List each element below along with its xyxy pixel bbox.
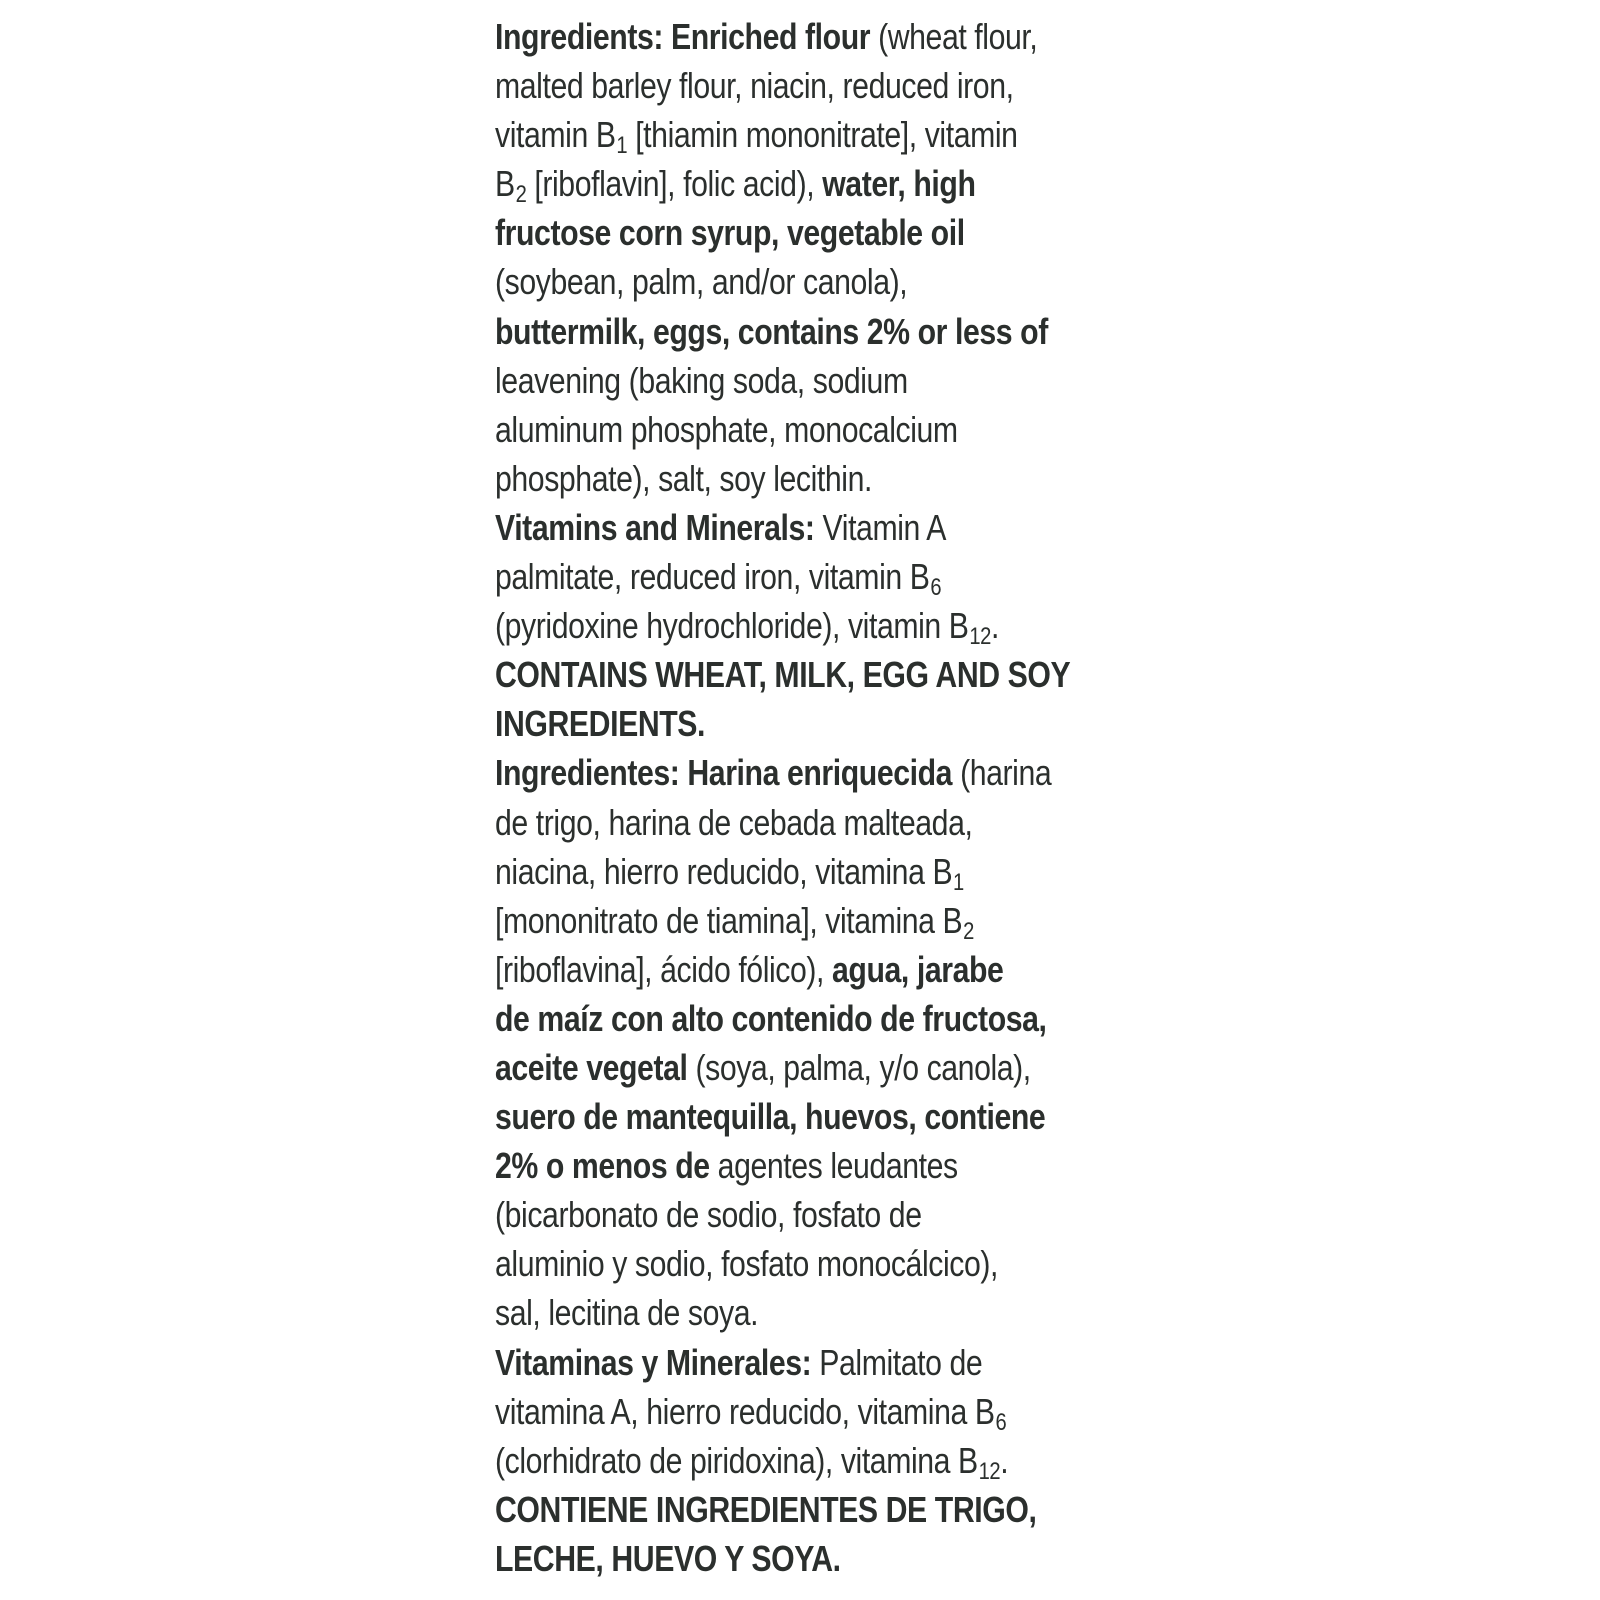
text: [mononitrato de tiamina], vitamina B — [495, 899, 963, 941]
allergen-line: CONTAINS WHEAT, MILK, EGG AND SOY — [495, 654, 1071, 696]
text: phosphate), salt, soy lecithin. — [495, 457, 872, 499]
text-line — [495, 159, 1024, 208]
text: (clorhidrato de piridoxina), vitamina B — [495, 1439, 978, 1481]
text-line — [495, 1092, 1046, 1141]
english-vitamins-paragraph — [495, 503, 1125, 650]
text: (soya, palma, y/o canola), — [687, 1046, 1031, 1088]
text-line — [495, 1288, 1024, 1337]
text-line — [495, 994, 1047, 1043]
bold-text: Ingredients: Enriched flour — [495, 16, 871, 57]
text-line — [495, 307, 1048, 356]
allergen-line: LECHE, HUEVO Y SOYA. — [495, 1537, 841, 1579]
text: malted barley flour, niacin, reduced iron, — [495, 65, 1014, 107]
bold-text: Vitaminas y Minerales: — [495, 1341, 812, 1383]
subscript: 6 — [995, 1408, 1007, 1436]
subscript: 12 — [978, 1457, 1001, 1485]
text-line — [495, 110, 1024, 159]
text-line — [495, 405, 1024, 454]
text-line — [495, 896, 1024, 945]
text-line — [495, 12, 1038, 61]
spanish-allergen-statement — [495, 1485, 1125, 1583]
spanish-ingredients-paragraph — [495, 748, 1125, 1337]
subscript: 6 — [930, 574, 942, 602]
subscript: 2 — [963, 917, 974, 945]
subscript: 1 — [616, 132, 628, 160]
text-line — [495, 356, 1024, 405]
text-line — [495, 1190, 1024, 1239]
bold-text: suero de mantequilla, huevos, contiene — [495, 1096, 1046, 1138]
text: palmitate, reduced iron, vitamin B — [495, 556, 930, 598]
text: (soybean, palm, and/or canola), — [495, 261, 908, 303]
bold-text: de maíz con alto contenido de fructosa, — [495, 997, 1047, 1039]
english-ingredients-paragraph — [495, 12, 1125, 503]
text-line — [495, 1436, 1024, 1485]
bold-text: agua, jarabe — [832, 948, 1004, 990]
text: (wheat flour, — [870, 16, 1038, 57]
text: [thiamin mononitrate], vitamin — [627, 114, 1018, 156]
text: . — [1000, 1439, 1009, 1481]
text: leavening (baking soda, sodium — [495, 359, 908, 401]
ingredients-label-panel — [495, 12, 1125, 1583]
text-line — [495, 847, 1024, 896]
text: aluminio y sodio, fosfato monocálcico), — [495, 1243, 998, 1285]
text: Palmitato de — [811, 1341, 983, 1383]
text-line — [495, 1338, 1024, 1387]
bold-text: Vitamins and Minerals: — [495, 506, 815, 548]
text-line — [495, 454, 1024, 503]
text: aluminum phosphate, monocalcium — [495, 408, 958, 450]
text-line — [495, 61, 1024, 110]
text: vitamin B — [495, 114, 616, 156]
subscript: 12 — [969, 623, 991, 651]
text-line — [495, 208, 1024, 257]
text: [riboflavin], folic acid), — [526, 163, 823, 205]
text-line — [495, 601, 1024, 650]
allergen-line: INGREDIENTS. — [495, 703, 706, 745]
text: [riboflavina], ácido fólico), — [495, 948, 833, 990]
text-line — [495, 503, 1024, 552]
bold-text: buttermilk, eggs, contains 2% or less of — [495, 310, 1048, 352]
spanish-vitamins-paragraph — [495, 1338, 1125, 1485]
bold-text: Ingredientes: Harina enriquecida — [495, 752, 953, 794]
english-allergen-statement — [495, 650, 1125, 748]
text-line — [495, 945, 1024, 994]
text-line — [495, 1141, 1024, 1190]
bold-text: aceite vegetal — [495, 1046, 688, 1088]
text: agentes leudantes — [709, 1145, 958, 1187]
text: (bicarbonato de sodio, fosfato de — [495, 1194, 922, 1236]
text: . — [990, 605, 999, 647]
text-line — [495, 257, 1024, 306]
text: B — [495, 163, 515, 205]
text: sal, lecitina de soya. — [495, 1292, 759, 1334]
bold-text: fructose corn syrup, vegetable oil — [495, 212, 965, 254]
subscript: 2 — [515, 181, 527, 209]
text-line — [495, 1043, 1031, 1092]
text: vitamina A, hierro reducido, vitamina B — [495, 1390, 995, 1432]
bold-text: water, high — [822, 163, 976, 205]
text: (pyridoxine hydrochloride), vitamin B — [495, 605, 969, 647]
text-line — [495, 1239, 1024, 1288]
text: de trigo, harina de cebada malteada, — [495, 801, 973, 843]
allergen-line: CONTIENE INGREDIENTES DE TRIGO, — [495, 1488, 1037, 1530]
text-line — [495, 1387, 1024, 1436]
subscript: 1 — [953, 868, 964, 896]
bold-text: 2% o menos de — [495, 1145, 710, 1187]
text: (harina — [952, 752, 1052, 794]
text-line — [495, 748, 1052, 797]
text: niacina, hierro reducido, vitamina B — [495, 850, 953, 892]
text-line — [495, 798, 1024, 847]
text-line — [495, 552, 1024, 601]
text: Vitamin A — [814, 506, 946, 548]
